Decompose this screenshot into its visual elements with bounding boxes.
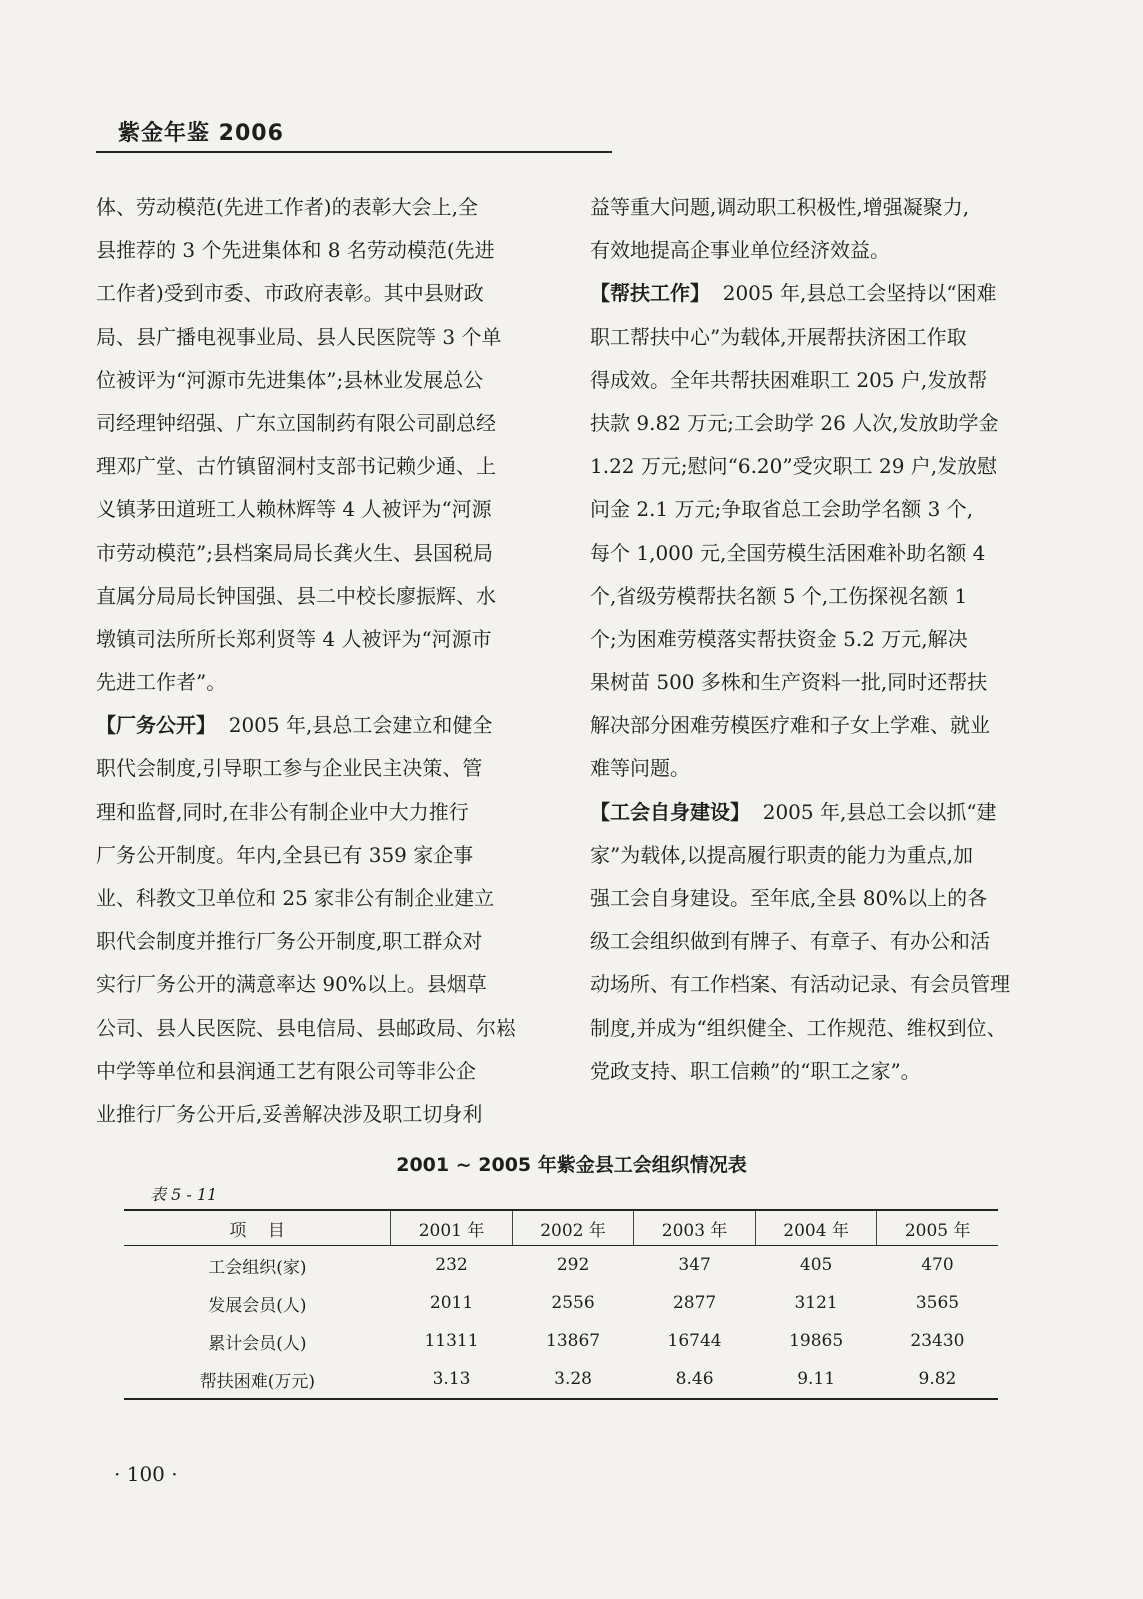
text-line — [590, 272, 1036, 315]
table-row-label: 帮扶困难(万元) — [124, 1360, 391, 1399]
text-line: 理和监督,同时,在非公有制企业中大力推行 — [96, 799, 469, 824]
text-line: 职代会制度,引导职工参与企业民主决策、管 — [96, 756, 483, 781]
right-text-column — [590, 186, 1036, 1093]
text-line: 难等问题。 — [590, 756, 690, 781]
text-line: 个;为困难劳模落实帮扶资金 5.2 万元,解决 — [590, 626, 968, 651]
text-line — [96, 704, 542, 747]
table-row — [124, 1322, 998, 1360]
table-cell: 470 — [921, 1255, 954, 1275]
text-line: 体、劳动模范(先进工作者)的表彰大会上,全 — [96, 195, 478, 219]
table-cell: 3.28 — [512, 1360, 634, 1399]
table-column-header: 2003 年 — [634, 1210, 756, 1246]
text-line: 1.22 万元;慰问“6.20”受灾职工 29 户,发放慰 — [590, 454, 998, 479]
header-rule — [96, 151, 612, 153]
text-line: 党政支持、职工信赖”的“职工之家”。 — [590, 1058, 921, 1083]
table-cell: 13867 — [546, 1331, 601, 1351]
text-line: 县推荐的 3 个先进集体和 8 名劳动模范(先进 — [96, 238, 495, 263]
text-line: 局、县广播电视事业局、县人民医院等 3 个单 — [96, 324, 502, 349]
table-cell: 9.11 — [755, 1360, 877, 1399]
table-cell: 8.46 — [634, 1360, 756, 1399]
text-line: 职工帮扶中心”为载体,开展帮扶济困工作取 — [590, 324, 967, 349]
section-heading: 【工会自身建设】 — [590, 799, 750, 824]
text-line: 直属分局局长钟国强、县二中校长廖振辉、水 — [96, 583, 496, 608]
text-line: 业推行厂务公开后,妥善解决涉及职工切身利 — [96, 1101, 483, 1126]
text-line: 中学等单位和县润通工艺有限公司等非公企 — [96, 1058, 476, 1083]
text-line: 动场所、有工作档案、有活动记录、有会员管理 — [590, 972, 1010, 997]
text-line: 公司、县人民医院、县电信局、县邮政局、尔崧 — [96, 1015, 516, 1040]
table-cell: 19865 — [789, 1331, 844, 1351]
table-cell: 3121 — [794, 1293, 838, 1313]
text-line: 职代会制度并推行厂务公开制度,职工群众对 — [96, 929, 483, 954]
table-cell: 347 — [678, 1255, 711, 1275]
table-cell: 16744 — [667, 1331, 722, 1351]
text-line: 工作者)受到市委、市政府表彰。其中县财政 — [96, 281, 484, 306]
table-cell: 2556 — [551, 1293, 595, 1313]
text-line: 业、科教文卫单位和 25 家非公有制企业建立 — [96, 886, 495, 910]
left-text-column — [96, 186, 542, 1136]
text-line: 实行厂务公开的满意率达 90%以上。县烟草 — [96, 972, 487, 997]
section-heading: 【帮扶工作】 — [590, 281, 710, 306]
text-line: 制度,并成为“组织健全、工作规范、维权到位、 — [590, 1015, 1007, 1040]
table-cell: 232 — [435, 1255, 468, 1275]
text-line: 问金 2.1 万元;争取省总工会助学名额 3 个, — [590, 497, 974, 522]
table-column-header: 2005 年 — [877, 1210, 998, 1246]
page-number: · 100 · — [114, 1462, 178, 1486]
table-column-header: 2001 年 — [391, 1210, 513, 1246]
table-row-label: 工会组织(家) — [208, 1257, 307, 1278]
section-heading: 【厂务公开】 — [96, 713, 216, 738]
text-line: 位被评为“河源市先进集体”;县林业发展总公 — [96, 367, 484, 392]
table-cell: 292 — [556, 1255, 590, 1275]
text-line: 市劳动模范”;县档案局局长龚火生、县国税局 — [96, 540, 493, 565]
text-line: 个,省级劳模帮扶名额 5 个,工伤探视名额 1 — [590, 583, 968, 608]
table-header-row — [124, 1210, 998, 1246]
text-line: 强工会自身建设。至年底,全县 80%以上的各 — [590, 886, 988, 910]
table-row-label: 发展会员(人) — [208, 1295, 307, 1316]
table-column-header: 2002 年 — [512, 1210, 634, 1246]
table-cell: 3565 — [915, 1293, 960, 1313]
union-organization-table — [124, 1209, 998, 1400]
table-cell: 3.13 — [391, 1360, 513, 1399]
text-line: 有效地提高企事业单位经济效益。 — [590, 238, 890, 263]
section-text: 2005 年,县总工会坚持以“困难 — [710, 281, 997, 306]
table-column-header: 项 目 — [124, 1210, 391, 1246]
section-text: 2005 年,县总工会建立和健全 — [216, 713, 493, 738]
table-cell: 23430 — [910, 1331, 965, 1351]
text-line: 果树苗 500 多株和生产资料一批,同时还帮扶 — [590, 670, 988, 695]
text-line: 义镇茅田道班工人赖林辉等 4 人被评为“河源 — [96, 497, 492, 522]
table-cell: 405 — [799, 1255, 833, 1275]
table-cell: 9.82 — [877, 1360, 998, 1399]
table-row — [124, 1246, 998, 1285]
text-line: 解决部分困难劳模医疗难和子女上学难、就业 — [590, 713, 990, 738]
table-row-label: 累计会员(人) — [208, 1333, 307, 1354]
text-line: 级工会组织做到有牌子、有章子、有办公和活 — [590, 929, 990, 954]
section-text: 2005 年,县总工会以抓“建 — [750, 799, 997, 824]
table-cell: 11311 — [424, 1331, 479, 1351]
text-line: 得成效。全年共帮扶困难职工 205 户,发放帮 — [590, 367, 988, 392]
text-line: 家”为载体,以提高履行职责的能力为重点,加 — [590, 842, 973, 867]
text-line: 扶款 9.82 万元;工会助学 26 人次,发放助学金 — [590, 410, 999, 435]
text-line: 司经理钟绍强、广东立国制药有限公司副总经 — [96, 410, 496, 435]
table-title: 2001 ~ 2005 年紫金县工会组织情况表 — [396, 1154, 747, 1176]
table-row — [124, 1284, 998, 1322]
text-line: 先进工作者”。 — [96, 670, 227, 695]
text-line: 墩镇司法所所长郑利贤等 4 人被评为“河源市 — [96, 626, 492, 651]
table-cell: 2877 — [672, 1293, 717, 1313]
table-column-header: 2004 年 — [755, 1210, 877, 1246]
running-header: 紫金年鉴 2006 — [118, 121, 284, 146]
table-cell: 2011 — [429, 1293, 474, 1313]
text-line: 每个 1,000 元,全国劳模生活困难补助名额 4 — [590, 540, 986, 565]
text-line — [590, 791, 1036, 834]
text-line: 益等重大问题,调动职工积极性,增强凝聚力, — [590, 195, 970, 219]
text-line: 厂务公开制度。年内,全县已有 359 家企事 — [96, 842, 474, 867]
table-row — [124, 1360, 998, 1399]
text-line: 理邓广堂、古竹镇留洞村支部书记赖少通、上 — [96, 454, 496, 479]
table-number: 表 5 - 11 — [150, 1185, 218, 1204]
